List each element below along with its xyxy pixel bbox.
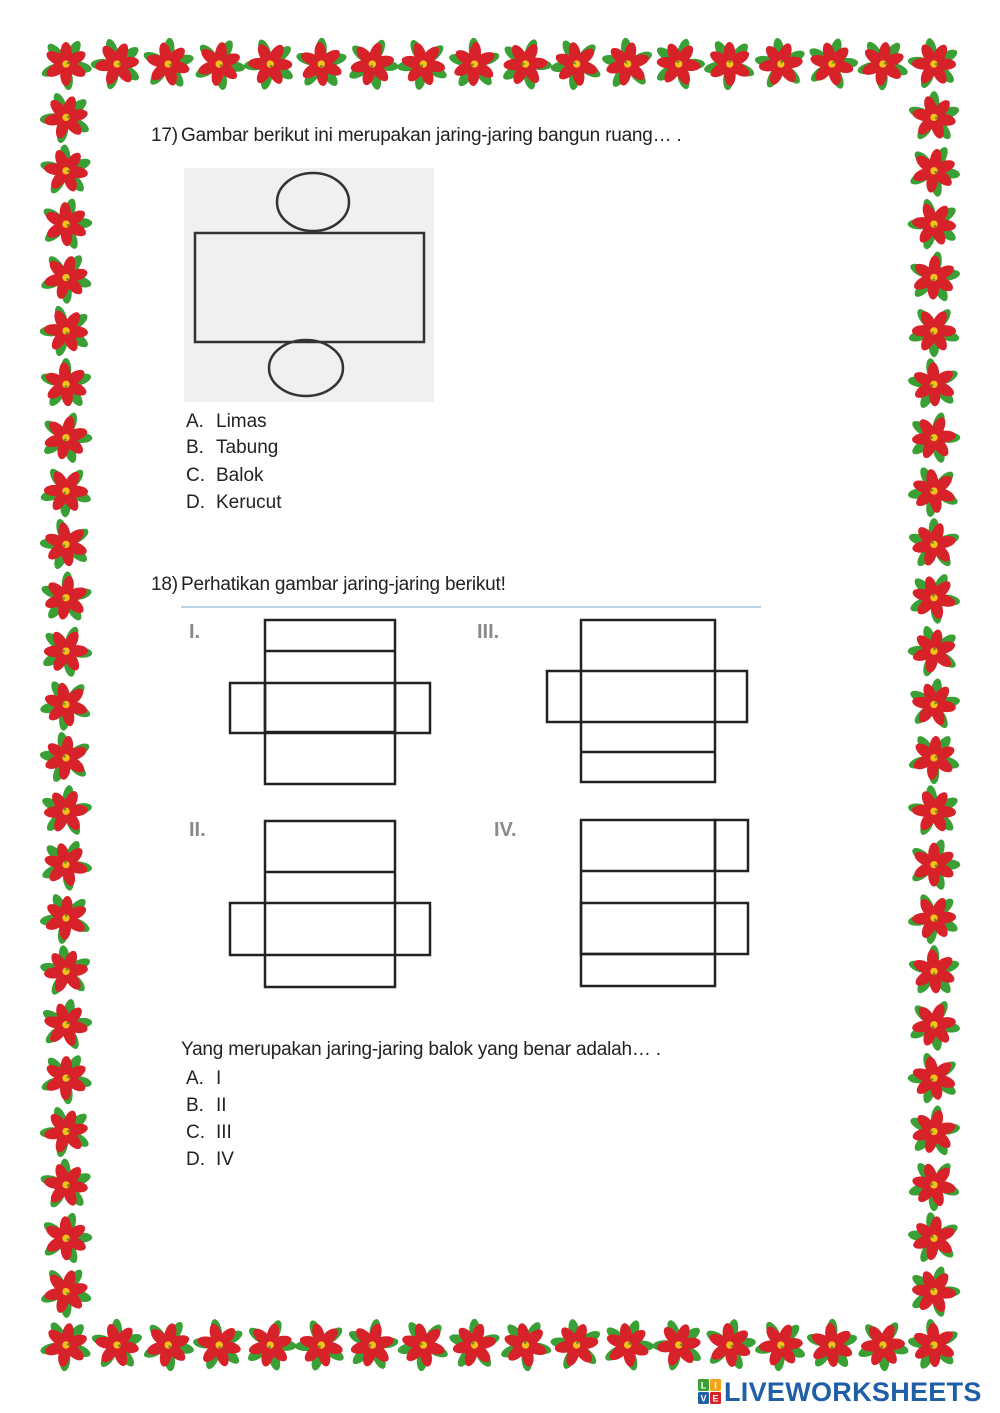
q18-option-a[interactable]: A. I (186, 1068, 222, 1089)
brand-name: LIVEWORKSHEETS (724, 1376, 982, 1407)
poinsettia-flower (490, 28, 561, 98)
poinsettia-flower (34, 246, 97, 310)
poinsettia-flower (335, 27, 409, 101)
poinsettia-flower (131, 28, 205, 102)
poinsettia-flower (35, 567, 96, 627)
poinsettia-flower (286, 29, 355, 99)
question-18 (151, 574, 506, 596)
poinsettia-flower (30, 455, 101, 526)
figure-background (181, 606, 761, 990)
net-label-1: I. (189, 621, 201, 643)
poinsettia-flower (83, 30, 152, 99)
poinsettia-flower (902, 1099, 967, 1163)
poinsettia-flower (389, 30, 456, 96)
liveworksheets-logo[interactable] (698, 1377, 982, 1407)
net-label-4: IV. (494, 819, 517, 841)
poinsettia-flower (645, 1312, 714, 1380)
poinsettia-flower (80, 1309, 154, 1383)
poinsettia-flower (902, 1047, 965, 1109)
logo-letter: I (714, 1380, 717, 1391)
question-text: Perhatikan gambar jaring-jaring berikut! (181, 574, 506, 595)
poinsettia-flower (897, 241, 969, 314)
logo-icon (698, 1379, 722, 1405)
poinsettia-flower (493, 1311, 559, 1378)
poinsettia-flower (897, 453, 971, 527)
poinsettia-flower (906, 1262, 963, 1320)
poinsettia-flower (906, 891, 961, 947)
q18-option-c[interactable]: C. III (186, 1122, 232, 1143)
cylinder-net-figure (184, 168, 434, 402)
poinsettia-flower (39, 783, 95, 839)
poinsettia-flower (29, 188, 101, 261)
poinsettia-flower (28, 400, 102, 474)
poinsettia-flower (540, 26, 614, 100)
poinsettia-flower (39, 1052, 93, 1105)
poinsettia-flower (540, 1308, 614, 1382)
poinsettia-flower (444, 1313, 506, 1376)
poinsettia-flower (289, 1312, 354, 1376)
poinsettia-flower (30, 935, 104, 1008)
poinsettia-flower (906, 1317, 962, 1372)
poinsettia-flower (135, 1312, 201, 1378)
question-18-prompt: Yang merupakan jaring-jaring balok yang benar adalah… . (181, 1039, 661, 1060)
poinsettia-flower (185, 31, 253, 99)
q18-option-b[interactable]: B. II (186, 1095, 227, 1116)
poinsettia-flower (30, 1203, 102, 1275)
poinsettia-flower (693, 1309, 766, 1383)
logo-letter: L (700, 1380, 707, 1391)
cuboid-nets-figure (181, 606, 761, 990)
question-text: Gambar berikut ini merupakan jaring-jaring bangun ruang… . (181, 125, 682, 146)
figure-background (184, 168, 434, 402)
poinsettia-flower (32, 723, 101, 792)
poinsettia-flower (30, 882, 103, 955)
poinsettia-flower (800, 33, 865, 97)
poinsettia-flower (30, 615, 101, 686)
poinsettia-flower (33, 85, 100, 151)
poinsettia-flower (898, 29, 970, 101)
poinsettia-flower (33, 992, 99, 1058)
poinsettia-flower (896, 988, 970, 1062)
logo-letter: V (700, 1393, 707, 1404)
poinsettia-flower (32, 1099, 99, 1166)
poinsettia-flower (243, 37, 297, 92)
poinsettia-flower (898, 614, 972, 688)
poinsettia-flower (897, 295, 969, 366)
poinsettia-flower (187, 1314, 250, 1377)
poinsettia-flower (695, 28, 766, 99)
poinsettia-flower (745, 28, 819, 102)
poinsettia-flower (899, 937, 968, 1006)
net-label-3: III. (477, 621, 500, 643)
q17-option-b[interactable]: B. Tabung (186, 437, 279, 458)
logo-letter: E (712, 1393, 719, 1404)
poinsettia-flower (40, 39, 93, 91)
poinsettia-flower (35, 514, 95, 574)
poinsettia-flower (898, 829, 969, 901)
q17-option-d[interactable]: D. Kerucut (186, 492, 282, 513)
poinsettia-flower (29, 135, 103, 209)
poinsettia-flower (846, 1308, 919, 1381)
poinsettia-flower (901, 1204, 969, 1272)
poinsettia-flower (903, 565, 967, 630)
poinsettia-flower (36, 1315, 97, 1375)
poinsettia-flower (796, 1310, 865, 1380)
poinsettia-flower (906, 356, 962, 411)
poinsettia-flower (651, 35, 708, 93)
poinsettia-flower (598, 1316, 658, 1376)
poinsettia-flower (752, 1316, 809, 1374)
poinsettia-flower (37, 303, 93, 360)
poinsettia-flower (446, 36, 502, 92)
poinsettia-flower (596, 31, 661, 97)
poinsettia-flower (904, 513, 966, 576)
poinsettia-flower (897, 81, 971, 155)
poinsettia-flower (387, 1307, 461, 1381)
poinsettia-flower (853, 35, 913, 94)
poinsettia-flower (900, 137, 968, 205)
poinsettia-flower (899, 402, 968, 471)
poinsettia-flower (31, 350, 100, 419)
poinsettia-flower (898, 776, 971, 848)
poinsettia-flower (897, 1147, 971, 1221)
poinsettia-flower (29, 667, 103, 741)
question-number: 18) (151, 574, 178, 595)
q17-option-c[interactable]: C. Balok (186, 465, 264, 486)
poinsettia-flower (340, 1312, 405, 1377)
question-17 (151, 125, 682, 147)
poinsettia-flower (232, 1308, 306, 1382)
q17-option-a[interactable]: A. Limas (186, 411, 267, 432)
question-number: 17) (151, 125, 178, 146)
poinsettia-flower (34, 1260, 97, 1323)
poinsettia-flower (29, 1149, 103, 1223)
q18-option-d[interactable]: D. IV (186, 1149, 234, 1170)
poinsettia-flower (901, 671, 969, 739)
poinsettia-flower (905, 195, 962, 253)
poinsettia-flower (905, 730, 963, 787)
poinsettia-flower (35, 832, 99, 897)
net-label-2: II. (189, 819, 206, 841)
